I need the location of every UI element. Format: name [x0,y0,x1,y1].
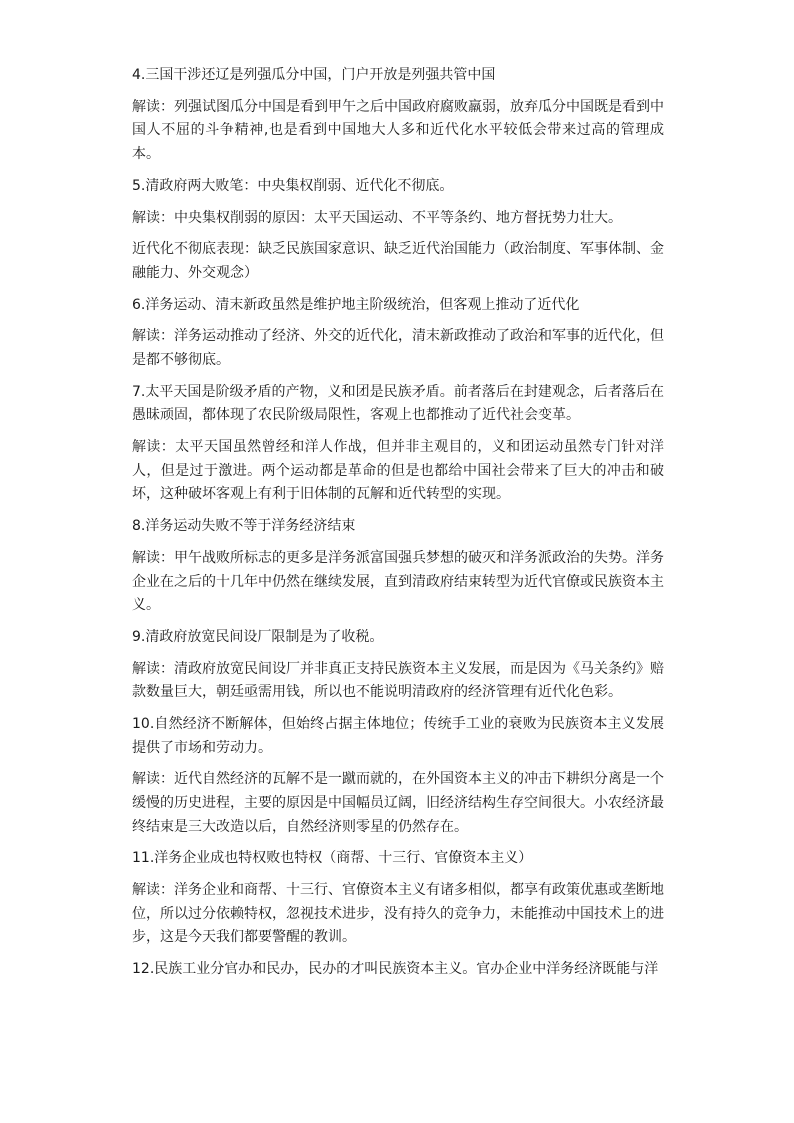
paragraph-point-9: 9.清政府放宽民间设厂限制是为了收税。 [132,628,384,645]
paragraph-point-5: 5.清政府两大败笔：中央集权削弱、近代化不彻底。 [132,177,454,194]
paragraph-interpretation-5: 解读：中央集权削弱的原因：太平天国运动、不平等条约、地方督抚势力壮大。 [132,209,622,226]
paragraph-interpretation-4: 解读：列强试图瓜分中国是看到甲午之后中国政府腐败羸弱，放弃瓜分中国既是看到中国人不屈的斗争精神,也是看到中国地大人多和近代化水平较低会带来过高的管理成本。 [132,98,664,162]
paragraph-interpretation-10: 解读：近代自然经济的瓦解不是一蹴而就的，在外国资本主义的冲击下耕织分离是一个缓慢的历史进程，主要的原因是中国幅员辽阔，旧经济结构生存空间很大。小农经济最终结束是三大改造以后，自然经济则零星的仍然存在。 [132,771,664,835]
paragraph-point-4: 4.三国干涉还辽是列强瓜分中国，门户开放是列强共管中国 [132,67,496,83]
paragraph-point-11: 11.洋务企业成也特权败也特权（商帮、十三行、官僚资本主义） [132,850,533,867]
paragraph-interpretation-7: 解读：太平天国虽然曾经和洋人作战，但并非主观目的，义和团运动虽然专门针对洋人，但是过于激进。两个运动都是革命的但是也都给中国社会带来了巨大的冲击和破坏，这种破坏客观上有利于旧体制的瓦解和近代转型的实现。 [132,439,664,503]
paragraph-interpretation-6: 解读：洋务运动推动了经济、外交的近代化，清末新政推动了政治和军事的近代化，但是都不够彻底。 [132,328,664,369]
paragraph-point-12: 12.民族工业分官办和民办，民办的才叫民族资本主义。官办企业中洋务经济既能与洋 [132,961,659,978]
document-body [132,64,664,990]
paragraph-point-10: 10.自然经济不断解体，但始终占据主体地位；传统手工业的衰败为民族资本主义发展提供了市场和劳动力。 [132,716,664,756]
paragraph-point-8: 8.洋务运动失败不等于洋务经济结束 [132,518,356,535]
paragraph-point-7: 7.太平天国是阶级矛盾的产物，义和团是民族矛盾。前者落后在封建观念，后者落后在愚昧顽固，都体现了农民阶级局限性，客观上也都推动了近代社会变革。 [132,383,664,424]
paragraph-point-6: 6.洋务运动、清末新政虽然是维护地主阶级统治，但客观上推动了近代化 [132,296,580,313]
paragraph-interpretation-8: 解读：甲午战败所标志的更多是洋务派富国强兵梦想的破灭和洋务派政治的失势。洋务企业在之后的十几年中仍然在继续发展，直到清政府结束转型为近代官僚或民族资本主义。 [132,549,664,614]
paragraph-modernization-note: 近代化不彻底表现：缺乏民族国家意识、缺乏近代治国能力（政治制度、军事体制、金融能力、外交观念） [132,241,664,281]
paragraph-interpretation-11: 解读：洋务企业和商帮、十三行、官僚资本主义有诸多相似，都享有政策优惠或垄断地位，所以过分依赖特权，忽视技术进步，没有持久的竞争力，未能推动中国技术上的进步，这是今天我们都要警醒的教训。 [132,882,664,946]
paragraph-interpretation-9: 解读：清政府放宽民间设厂并非真正支持民族资本主义发展，而是因为《马关条约》赔款数量巨大，朝廷亟需用钱，所以也不能说明清政府的经济管理有近代化色彩。 [132,660,664,701]
